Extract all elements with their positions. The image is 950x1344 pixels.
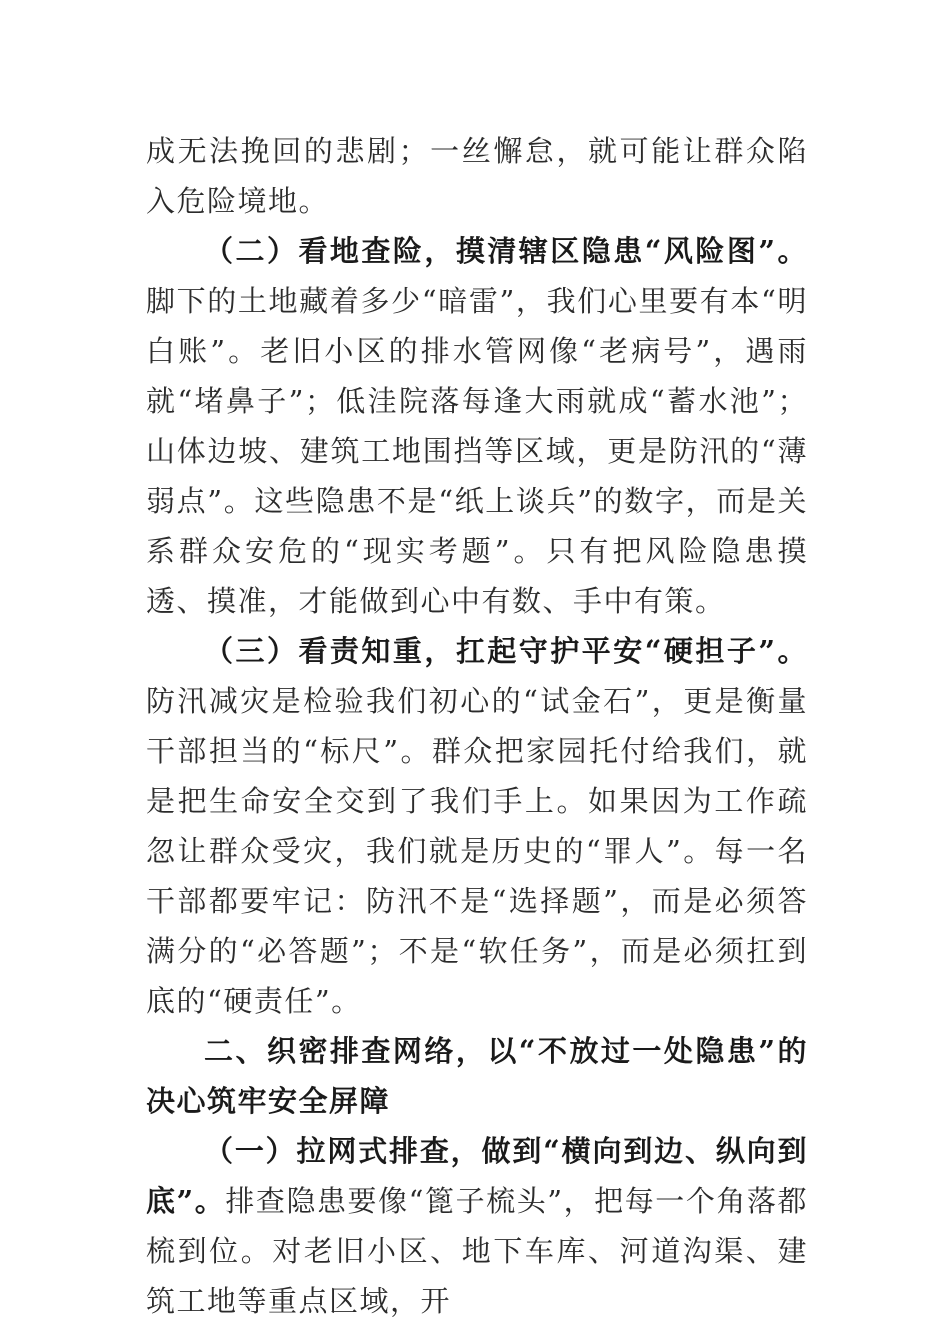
subheading-responsibility: （三）看责知重，扛起守护平安“硬担子”。	[204, 634, 808, 668]
document-body	[146, 126, 808, 1326]
section-heading-two: 二、织密排查网络，以“不放过一处隐患”的决心筑牢安全屏障	[146, 1034, 808, 1118]
paragraph-responsibility	[146, 626, 808, 1026]
paragraph-net-inspection	[146, 1126, 808, 1326]
paragraph-risk-map	[146, 226, 808, 626]
paragraph-text: 排查隐患要像“篦子梳头”，把每一个角落都梳到位。对老旧小区、地下车库、河道沟渠、建筑工地等重点区域，开	[146, 1184, 808, 1318]
paragraph-text: 防汛减灾是检验我们初心的“试金石”，更是衡量干部担当的“标尺”。群众把家园托付给我们，就是把生命安全交到了我们手上。如果因为工作疏忽让群众受灾，我们就是历史的“罪人”。每一名干部都要牢记：防汛不是“选择题”，而是必须答满分的“必答题”；不是“软任务”，而是必须扛到底的“硬责任”。	[146, 684, 808, 1018]
paragraph-text: 脚下的土地藏着多少“暗雷”，我们心里要有本“明白账”。老旧小区的排水管网像“老病号”，遇雨就“堵鼻子”；低洼院落每逢大雨就成“蓄水池”；山体边坡、建筑工地围挡等区域，更是防汛的“薄弱点”。这些隐患不是“纸上谈兵”的数字，而是关系群众安危的“现实考题”。只有把风险隐患摸透、摸准，才能做到心中有数、手中有策。	[146, 284, 808, 618]
subheading-risk-map: （二）看地查险，摸清辖区隐患“风险图”。	[204, 234, 808, 268]
subheading-net-inspection: （一）拉网式排查，做到“横向到边、纵向到底”。	[146, 1134, 808, 1218]
paragraph-text: 成无法挽回的悲剧；一丝懈怠，就可能让群众陷入危险境地。	[146, 134, 808, 218]
paragraph-continuation	[146, 126, 808, 226]
